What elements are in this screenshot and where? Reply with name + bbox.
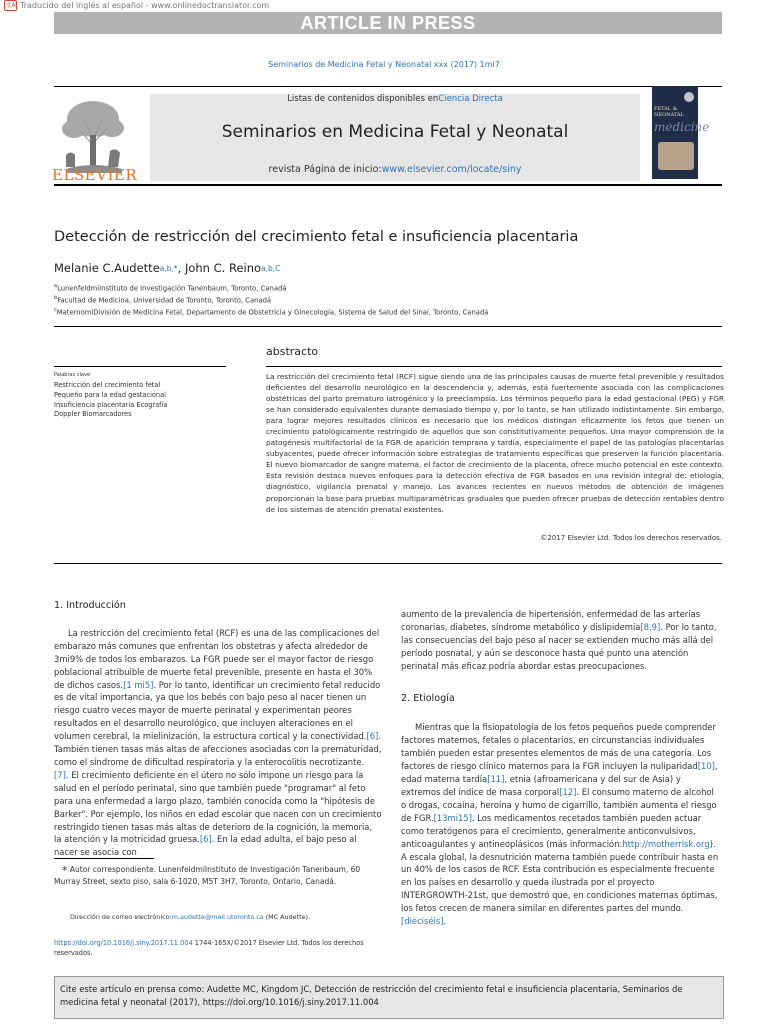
affiliation: $^a$LunenfeldmiInstituto de Investigación Tanenbaum, Toronto, Canadá <box>54 283 287 293</box>
keywords-rule <box>54 366 226 367</box>
divider <box>54 563 722 564</box>
journal-title: Seminarios en Medicina Fetal y Neonatal <box>221 122 569 142</box>
citation-link[interactable]: [8,9] <box>640 621 661 632</box>
translator-note[interactable] <box>0 0 269 11</box>
citation-link[interactable]: [6] <box>366 731 379 742</box>
author-list: Melanie C.Audette$^{a,b,*}$, John C. Reino$^{a,b,C}$ <box>54 261 281 275</box>
divider <box>54 184 722 186</box>
sciencedirect-link[interactable]: Ciencia Directa <box>438 94 503 104</box>
abstract-copyright: ©2017 Elsevier Ltd. Todos los derechos reservados. <box>540 534 722 542</box>
translate-icon: 文A <box>5 2 16 9</box>
author-name[interactable]: John C. Reino <box>184 261 262 275</box>
email-link[interactable]: m.audette@mail.utoronto.ca <box>171 913 264 921</box>
section-heading: 1. Introducción <box>54 600 126 611</box>
keywords-heading: Palabras clave <box>54 372 91 378</box>
cover-emblem <box>684 92 694 102</box>
citation-link[interactable]: [6] <box>199 834 212 845</box>
paragraph: aumento de la prevalencia de hipertensión, enfermedad de las arterias coronarias, diabetes, síndrome metabólico y dislipidemia[8,9]. Por lo tanto, las consecuencias del bajo peso al nacer se extienden mucho más allá del período posnatal, y aún se desconoce hasta qué punto una atención perinatal más eficaz podría abordar estas preocupaciones. <box>401 609 717 671</box>
doi-line: https://doi.org/10.1016/j.siny.2017.11.004 1744-165X/©2017 Elsevier Ltd. Todos los derechos reservados. <box>54 939 364 957</box>
cover-subtitle: medicine <box>654 120 710 134</box>
homepage-line: revista Página de inicio:www.elsevier.com/locate/siny <box>268 164 522 175</box>
citation-link[interactable]: [1 mi5] <box>123 679 154 690</box>
body-left-column <box>54 600 382 859</box>
doi-link[interactable]: https://doi.org/10.1016/j.siny.2017.11.004 <box>54 939 193 947</box>
body-right-column <box>401 608 721 928</box>
citation-link[interactable]: [11] <box>487 774 505 785</box>
abstract-text: La restricción del crecimiento fetal (RCF) sigue siendo una de las principales causas de muerte fetal prevenible y resultados deficientes del desarrollo neurológico en la descendencia y, además, está fuertemente asociada con las complicaciones obstétricas del parto prematuro iatrogénico y la preeclampsia. Los términos pequeño para la edad gestacional (PEG) y FGR se han considerado equivalentes durante demasiado tiempo y, por lo tanto, se han utilizado indistintamente. Sin embargo, para lograr mejores resultados clínicos es necesario que los médicos distingan eficazmente los fetos que tienen un crecimiento patológicamente restringido de aquellos que son constitutivamente pequeños. Una mayor comprensión de la patogénesis multifactorial de la FGR de aparición temprana y tardía, especialmente el papel de las patologías placentarias subyacentes, puede ofrecer información sobre estrategias de tratamiento específicas que preserven la función placentaria. El nuevo biomarcador de sangre materna, el factor de crecimiento de la placenta, ofrece mucho potencial en este contexto. Esta revisión destaca nuevos enfoques para la detección efectiva de FGR basados en una revisión integral de: etiología, diagnóstico, vigilancia prenatal y manejo. Los avances recientes en nuevos métodos de obtención de imágenes proporcionan la base para pruebas multiparamétricas graduales que pueden ofrecer pruebas de detección rentables dentro de los sistemas de atención prenatal existentes. <box>266 372 724 514</box>
translator-note-text: Traducido del inglés al español - www.onlinedoctranslator.com <box>20 1 270 10</box>
article-title: Detección de restricción del crecimiento fetal e insuficiencia placentaria <box>54 229 579 245</box>
abstract-rule <box>266 366 722 367</box>
citation-link[interactable]: [12] <box>559 786 577 797</box>
abstract-heading: abstracto <box>266 345 319 358</box>
contents-line: Listas de contenidos disponibles enCiencia Directa <box>287 94 503 104</box>
divider <box>54 86 722 87</box>
cover-photo <box>658 142 694 170</box>
homepage-link[interactable]: www.elsevier.com/locate/siny <box>381 164 522 175</box>
citation-link[interactable]: [dieciséis] <box>401 916 444 927</box>
journal-reference[interactable]: Seminarios de Medicina Fetal y Neonatal xxx (2017) 1mi7 <box>268 60 500 69</box>
divider <box>54 326 722 327</box>
citation-link[interactable]: [10] <box>697 761 715 772</box>
citation-text: Cite este artículo en prensa como: Audette MC, Kingdom JC, Detección de restricción del crecimiento fetal e insuficiencia placentaria, Seminarios de medicina fetal y neonatal (2017), https://doi.org/10.1016/j.siny.2017.11.004 <box>60 984 683 1007</box>
section-heading: 2. Etiología <box>401 692 455 704</box>
paragraph: [7]. El crecimiento deficiente en el útero no sólo impone un riesgo para la salud en el período perinatal, sino que también puede "programar" al feto para una enfermedad a largo plazo, también conocida como la "hipótesis de Barker". Por ejemplo, los niños en edad escolar que nacen con un crecimiento restringido tienen tasas más altas de deterioro de la cognición, la memoria, la atención y la motricidad gruesa.[6]. En la edad adulta, el bajo peso al nacer se asocia con <box>54 769 382 858</box>
affiliation: $^c$MaternomiDivisión de Medicina Fetal, Departamento de Obstetricia y Ginecología, Sistema de Salud del Sinaí, Toronto, Canadá <box>54 307 489 317</box>
paragraph: La restricción del crecimiento fetal (RCF) es una de las complicaciones del embarazo más comunes que enfrentan los obstetras y afecta alrededor de 3mi9% de todos los embarazos. La FGR puede ser el mayor factor de riesgo poblacional atribuible de muerte fetal prevenible, presente en hasta el 30% de dichos casos.[1 mi5]. Por lo tanto, identificar un crecimiento fetal reducido es de vital importancia, ya que los bebés con bajo peso al nacer tienen un riesgo cuatro veces mayor de muerte perinatal y experimentan peores resultados en el desarrollo neurológico, que incluyen alteraciones en el volumen cerebral, la mielinización, la estructura cortical y la conectividad.[6]. También tienen tasas más altas de afecciones asociadas con la prematuridad, como el síndrome de dificultad respiratoria y la enterocolitis necrotizante. <box>54 627 382 767</box>
affiliation-marks[interactable]: a,b,C <box>261 264 281 273</box>
keywords-list: Restricción del crecimiento fetal Pequeño para la edad gestacional Insuficiencia placentaria Ecografía Doppler Biomarcadores <box>54 381 168 419</box>
author-name[interactable]: Melanie C.Audette <box>54 261 160 275</box>
footnote-rule <box>54 858 154 859</box>
email-line: Dirección de correo electrónico:m.audette@mail.utoronto.ca (MC Audette). <box>70 913 311 921</box>
corresponding-author-note: * Autor correspondiente. LunenfeldmiInstituto de Investigación Tanenbaum, 60 Murray Street, sexto piso, sala 6-1020, M5T 3H7, Toronto, Ontario, Canadá. <box>54 863 361 886</box>
publisher-name: ELSEVIER <box>52 166 138 184</box>
cover-title: FETAL & NEONATAL <box>654 106 684 118</box>
journal-cover-thumbnail[interactable] <box>652 86 710 179</box>
article-in-press-banner: ARTICLE IN PRESS <box>54 12 722 34</box>
affiliation: $^b$Facultad de Medicina, Universidad de Toronto, Toronto, Canadá <box>54 295 272 305</box>
citation-link[interactable]: [13mi15] <box>433 812 472 823</box>
paragraph: Mientras que la fisiopatología de los fetos pequeños puede comprender factores maternos, fetales o placentarios, en circunstancias individuales también pueden estar presentes elementos de más de una categoría. Los factores de riesgo clínico maternos para la FGR incluyen la nuliparidad[10], edad materna tardía[11], etnia (afroamericana y del sur de Asia) y extremos del índice de masa corporal[12]. El consumo materno de alcohol o drogas, cocaína, heroína y humo de cigarrillo, también aumenta el riesgo de FGR.[13mi15]. Los medicamentos recetados también pueden actuar como teratógenos para el crecimiento, generalmente anticonvulsivos, anticoagulantes y antineoplásicos (más información:http://motherrisk.org). A escala global, la desnutrición materna también puede contribuir hasta en un 40% de los casos de RCF. Esta contribución es especialmente frecuente en los países en desarrollo y queda ilustrada por el proyecto INTERGROWTH-21st, que demostró que, en condiciones maternas óptimas, los fetos crecen de manera similar en diferentes partes del mundo.[dieciséis]. <box>401 722 719 927</box>
motherrisk-link[interactable]: http://motherrisk.org <box>622 838 710 849</box>
affiliation-marks[interactable]: a,b,* <box>159 264 178 273</box>
citation-link[interactable]: [7] <box>54 769 66 780</box>
